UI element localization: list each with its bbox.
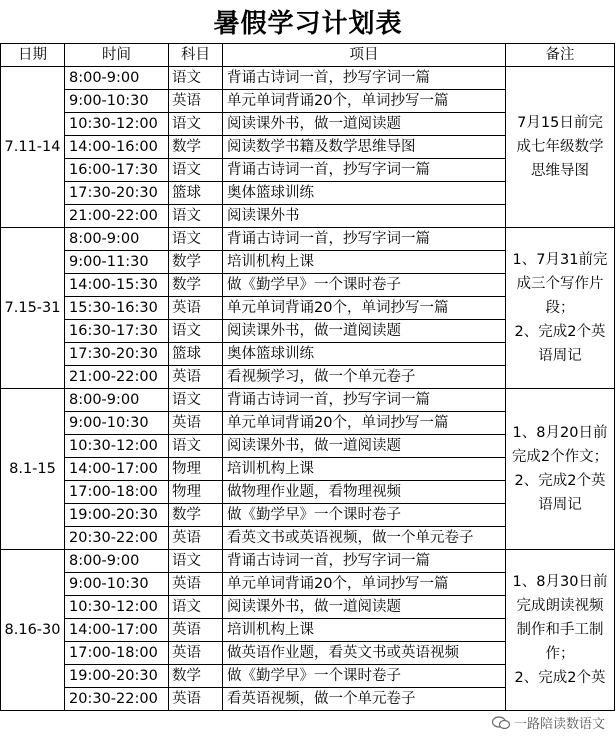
subject-cell: 篮球 xyxy=(169,343,223,366)
task-cell: 看英语视频，做一个单元卷子 xyxy=(223,688,506,711)
subject-cell: 英语 xyxy=(169,573,223,596)
subject-cell: 语文 xyxy=(169,596,223,619)
table-row xyxy=(1,67,615,90)
time-cell: 17:30-20:30 xyxy=(65,343,169,366)
time-cell: 14:00-17:00 xyxy=(65,619,169,642)
table-row xyxy=(1,550,615,573)
subject-cell: 英语 xyxy=(169,90,223,113)
subject-cell: 数学 xyxy=(169,136,223,159)
note-cell: 1、8月20日前完成2个作文； 2、完成2个英语周记 xyxy=(506,389,615,550)
time-cell: 19:00-20:30 xyxy=(65,504,169,527)
subject-cell: 语文 xyxy=(169,67,223,90)
note-cell: 1、7月31前完成三个写作片段； 2、完成2个英语周记 xyxy=(506,228,615,389)
time-cell: 21:00-22:00 xyxy=(65,205,169,228)
time-cell: 9:00-10:30 xyxy=(65,90,169,113)
time-cell: 20:30-22:00 xyxy=(65,527,169,550)
time-cell: 21:00-22:00 xyxy=(65,366,169,389)
chat-bubble-icon xyxy=(492,716,510,730)
subject-cell: 语文 xyxy=(169,389,223,412)
task-cell: 阅读课外书，做一道阅读题 xyxy=(223,435,506,458)
table-row xyxy=(1,228,615,251)
task-cell: 背诵古诗词一首，抄写字词一篇 xyxy=(223,67,506,90)
date-range-cell: 7.11-14 xyxy=(1,67,65,228)
time-cell: 20:30-22:00 xyxy=(65,688,169,711)
time-cell: 10:30-12:00 xyxy=(65,435,169,458)
task-cell: 背诵古诗词一首，抄写字词一篇 xyxy=(223,228,506,251)
header-note: 备注 xyxy=(506,44,615,67)
task-cell: 单元单词背诵20个，单词抄写一篇 xyxy=(223,90,506,113)
header-date: 日期 xyxy=(1,44,65,67)
subject-cell: 语文 xyxy=(169,435,223,458)
subject-cell: 数学 xyxy=(169,504,223,527)
task-cell: 做《勤学早》一个课时卷子 xyxy=(223,665,506,688)
task-cell: 单元单词背诵20个，单词抄写一篇 xyxy=(223,573,506,596)
task-cell: 培训机构上课 xyxy=(223,619,506,642)
subject-cell: 英语 xyxy=(169,366,223,389)
time-cell: 10:30-12:00 xyxy=(65,113,169,136)
task-cell: 单元单词背诵20个，单词抄写一篇 xyxy=(223,412,506,435)
subject-cell: 语文 xyxy=(169,320,223,343)
study-plan-table xyxy=(0,43,615,711)
task-cell: 单元单词背诵20个，单词抄写一篇 xyxy=(223,297,506,320)
subject-cell: 英语 xyxy=(169,642,223,665)
subject-cell: 英语 xyxy=(169,619,223,642)
task-cell: 做物理作业题，看物理视频 xyxy=(223,481,506,504)
task-cell: 阅读数学书籍及数学思维导图 xyxy=(223,136,506,159)
subject-cell: 数学 xyxy=(169,665,223,688)
time-cell: 8:00-9:00 xyxy=(65,550,169,573)
date-range-cell: 8.1-15 xyxy=(1,389,65,550)
note-cell: 1、8月30日前完成朗读视频制作和手工制作； 2、完成2个英 xyxy=(506,550,615,711)
time-cell: 14:00-15:30 xyxy=(65,274,169,297)
task-cell: 阅读课外书，做一道阅读题 xyxy=(223,320,506,343)
time-cell: 9:00-10:30 xyxy=(65,412,169,435)
task-cell: 阅读课外书 xyxy=(223,205,506,228)
subject-cell: 物理 xyxy=(169,481,223,504)
task-cell: 做《勤学早》一个课时卷子 xyxy=(223,274,506,297)
task-cell: 看英文书或英语视频，做一个单元卷子 xyxy=(223,527,506,550)
time-cell: 9:00-10:30 xyxy=(65,573,169,596)
subject-cell: 英语 xyxy=(169,688,223,711)
note-cell: 7月15日前完成七年级数学思维导图 xyxy=(506,67,615,228)
date-range-cell: 7.15-31 xyxy=(1,228,65,389)
subject-cell: 英语 xyxy=(169,297,223,320)
subject-cell: 英语 xyxy=(169,527,223,550)
task-cell: 背诵古诗词一首，抄写字词一篇 xyxy=(223,389,506,412)
subject-cell: 语文 xyxy=(169,113,223,136)
task-cell: 背诵古诗词一首，抄写字词一篇 xyxy=(223,550,506,573)
task-cell: 做英语作业题，看英文书或英语视频 xyxy=(223,642,506,665)
time-cell: 8:00-9:00 xyxy=(65,228,169,251)
time-cell: 9:00-11:30 xyxy=(65,251,169,274)
page-title: 暑假学习计划表 xyxy=(213,9,403,39)
time-cell: 14:00-17:00 xyxy=(65,458,169,481)
time-cell: 8:00-9:00 xyxy=(65,67,169,90)
time-cell: 16:00-17:30 xyxy=(65,159,169,182)
table-header-row xyxy=(1,44,615,67)
subject-cell: 物理 xyxy=(169,458,223,481)
subject-cell: 数学 xyxy=(169,251,223,274)
subject-cell: 语文 xyxy=(169,228,223,251)
subject-cell: 语文 xyxy=(169,550,223,573)
watermark-text: 一路陪读数语文 xyxy=(513,717,605,732)
task-cell: 阅读课外书，做一道阅读题 xyxy=(223,113,506,136)
time-cell: 10:30-12:00 xyxy=(65,596,169,619)
time-cell: 17:00-18:00 xyxy=(65,642,169,665)
table-body xyxy=(1,67,615,711)
time-cell: 15:30-16:30 xyxy=(65,297,169,320)
subject-cell: 语文 xyxy=(169,159,223,182)
header-item: 项目 xyxy=(223,44,506,67)
subject-cell: 数学 xyxy=(169,274,223,297)
task-cell: 培训机构上课 xyxy=(223,251,506,274)
time-cell: 19:00-20:30 xyxy=(65,665,169,688)
task-cell: 奥体篮球训练 xyxy=(223,182,506,205)
task-cell: 培训机构上课 xyxy=(223,458,506,481)
header-time: 时间 xyxy=(65,44,169,67)
time-cell: 16:30-17:30 xyxy=(65,320,169,343)
task-cell: 做《勤学早》一个课时卷子 xyxy=(223,504,506,527)
task-cell: 看视频学习，做一个单元卷子 xyxy=(223,366,506,389)
task-cell: 阅读课外书，做一道阅读题 xyxy=(223,596,506,619)
header-subject: 科目 xyxy=(169,44,223,67)
time-cell: 17:30-20:30 xyxy=(65,182,169,205)
task-cell: 背诵古诗词一首，抄写字词一篇 xyxy=(223,159,506,182)
date-range-cell: 8.16-30 xyxy=(1,550,65,711)
subject-cell: 英语 xyxy=(169,412,223,435)
time-cell: 14:00-16:00 xyxy=(65,136,169,159)
time-cell: 17:00-18:00 xyxy=(65,481,169,504)
subject-cell: 篮球 xyxy=(169,182,223,205)
subject-cell: 语文 xyxy=(169,205,223,228)
table-row xyxy=(1,389,615,412)
time-cell: 8:00-9:00 xyxy=(65,389,169,412)
task-cell: 奥体篮球训练 xyxy=(223,343,506,366)
watermark xyxy=(489,712,608,733)
